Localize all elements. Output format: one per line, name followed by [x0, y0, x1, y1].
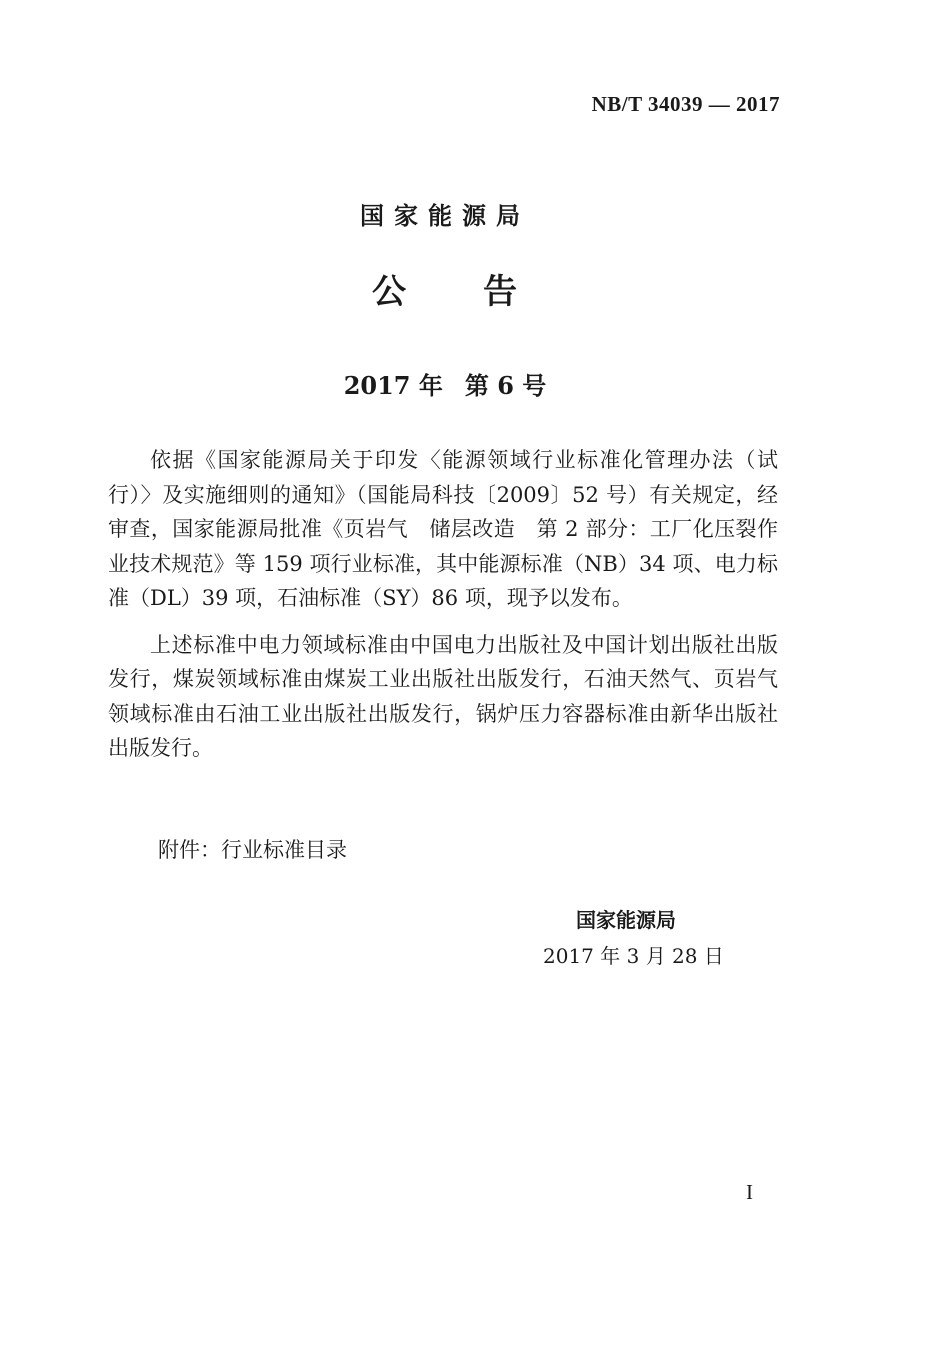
body-paragraph-2: 上述标准中电力领域标准由中国电力出版社及中国计划出版社出版发行，煤炭领域标准由煤炭工业出版社出版发行，石油天然气、页岩气领域标准由石油工业出版社出版发行，锅炉压力容器标准由新华出版社出版发行。 — [108, 632, 778, 760]
notice-number — [0, 366, 890, 401]
notice-title-right: 告 — [483, 272, 518, 312]
agency-heading: 国家能源局 — [360, 202, 530, 230]
body-paragraph-1: 依据《国家能源局关于印发〈能源领域行业标准化管理办法（试行）〉及实施细则的通知》（国能局科技〔2009〕52 号）有关规定，经审查，国家能源局批准《页岩气 储层改造 第 2 部分：工厂化压裂作业技术规范》等 159 项行业标准，其中能源标准（NB）34 项、电力标准（DL）39 项，石油标准（SY）86 项，现予以发布。 — [108, 448, 778, 610]
notice-title-left: 公 — [372, 272, 407, 312]
notice-title — [0, 264, 890, 313]
notice-issue-number: 第 6 号 — [464, 371, 547, 400]
notice-body — [108, 443, 778, 778]
page-number: I — [746, 1180, 753, 1204]
notice-year: 2017 年 — [343, 371, 443, 400]
signer: 国家能源局 — [576, 908, 676, 932]
attachment-line: 附件：行业标准目录 — [158, 838, 347, 862]
sign-date: 2017 年 3 月 28 日 — [543, 944, 724, 968]
standard-code: NB/T 34039 — 2017 — [591, 92, 780, 116]
